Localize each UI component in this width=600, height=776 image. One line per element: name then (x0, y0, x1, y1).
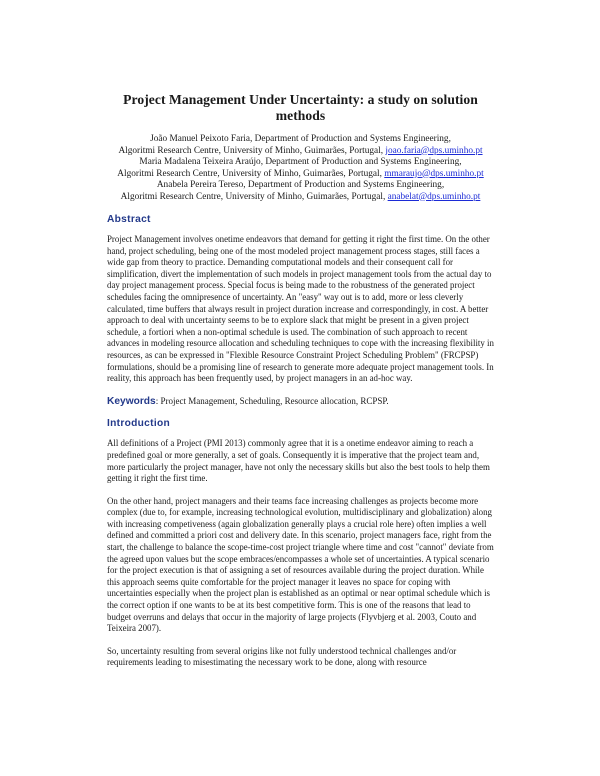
keywords-text: : Project Management, Scheduling, Resource allocation, RCPSP. (155, 395, 389, 406)
author-1-line2: Algoritmi Research Centre, University of Minho, Guimarães, Portugal, joao.faria@dps.uminho.pt (118, 145, 483, 156)
abstract-text: Project Management involves onetime endeavors that demand for getting it right the first time. On the other hand, project scheduling, being one of the most modeled project management process stages, still faces a wide gap from theory to practice. Demanding computational models and their consequent call for simplification, divert the implementation of such models in project management tools from the actual day to day project management process. Special focus is being made to the robustness of the generated project schedules facing the omnipresence of uncertainty. An "easy" way out is to add, more or less cleverly calculated, time buffers that always result in project duration increase and correspondingly, in cost. A better approach to deal with uncertainty seems to be to explore slack that might be present in a given project schedule, a fortiori when a non-optimal schedule is used. The combination of such approach to recent advances in modeling resource allocation and scheduling techniques to cope with the increasing flexibility in resources, as can be expressed in "Flexible Resource Constraint Project Scheduling Problem" (FRCPSP) formulations, should be a promising line of research to generate more adequate project management tools. In reality, this approach has been frequently used, by project managers in an ad-hoc way. (107, 234, 494, 384)
author-block (107, 134, 494, 203)
abstract-heading: Abstract (107, 214, 151, 225)
author-2-email-link[interactable]: mmaraujo@dps.uminho.pt (384, 168, 484, 179)
keywords-line (107, 396, 494, 408)
introduction-paragraph-3: So, uncertainty resulting from several origins like not fully understood technical challenges and/or requirements leading to misestimating the necessary work to be done, along with resource (107, 645, 457, 668)
paper-title: Project Management Under Uncertainty: a study on solution methods (123, 92, 478, 123)
author-2 (107, 157, 494, 180)
author-1-email-link[interactable]: joao.faria@dps.uminho.pt (385, 145, 483, 156)
introduction-heading: Introduction (107, 418, 171, 430)
author-2-line2: Algoritmi Research Centre, University of Minho, Guimarães, Portugal, mmaraujo@dps.uminho.pt (117, 168, 484, 179)
author-1-line1: João Manuel Peixoto Faria, Department of Production and Systems Engineering, (150, 134, 451, 144)
author-3-email-link[interactable]: anabelat@dps.uminho.pt (387, 191, 481, 202)
author-3-line1: Anabela Pereira Tereso, Department of Production and Systems Engineering, (156, 180, 445, 190)
keywords-label: Keywords (107, 395, 156, 407)
author-2-line1: Maria Madalena Teixeira Araújo, Department of Production and Systems Engineering, (139, 157, 462, 167)
author-1 (107, 134, 494, 157)
author-3-line2: Algoritmi Research Centre, University of Minho, Guimarães, Portugal, anabelat@dps.uminho.pt (120, 191, 481, 202)
author-3 (107, 180, 494, 203)
introduction-paragraph-2: On the other hand, project managers and their teams face increasing challenges as projects become more complex (due to, for example, increasing technological evolution, multidisciplinary and globalization) along with increasing competiveness (again globalization generally plays a crucial role here) often implies a well defined and committed a priori cost and delivery date. In this scenario, project managers face, right from the start, the challenge to balance the scope-time-cost project triangle where time and cost "cannot" deviate from the agreed upon values but the scope embraces/encompasses a whole set of uncertainties. A typical scenario for the project execution is that of assigning a set of resources available during the project duration. While this approach seems quite comfortable for the project manager it leaves no space for coping with uncertainties especially when the project plan is established as an optimal or near optimal schedule which is the correct option if one wants to be at its best competitive form. This is one of the reasons that lead to budget overruns and delays that occur in the majority of large projects (Flyvbjerg et al. 2003, Couto and Teixeira 2007). (107, 495, 494, 634)
introduction-paragraph-1: All definitions of a Project (PMI 2013) commonly agree that it is a onetime endeavor aiming to reach a predefined goal or more generally, a set of goals. Consequently it is imperative that the project team and, more particularly the project manager, have not only the necessary skills but also the best tools to help them getting it right the first time. (107, 438, 490, 484)
